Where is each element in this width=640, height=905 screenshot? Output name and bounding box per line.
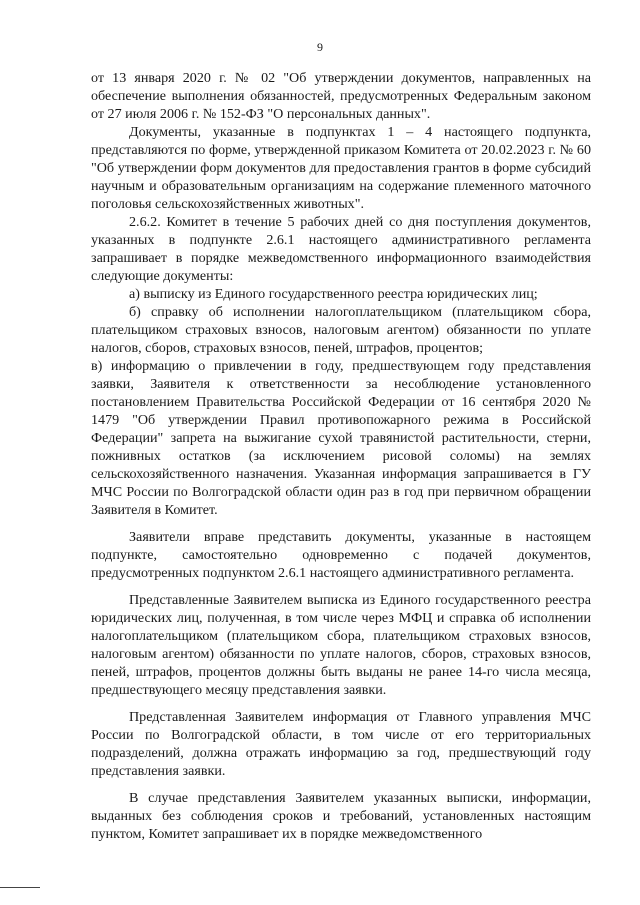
page-number: 9 <box>317 40 323 54</box>
paragraph-mchs-information: Представленная Заявителем информация от Главного управления МЧС России по Волгоградской области, в том числе от его территориальных подразделений, должна отражать информацию за год, предшествующий году представления заявки. <box>91 709 591 779</box>
document-body <box>91 69 591 843</box>
list-item-v: в) информацию о привлечении в году, предшествующем году представления заявки, Заявителя к ответственности за несоблюдение установленного постановлением Правительства Российской Федерации от 16 сентября 2020 № 1479 "Об утверждении Правил противопожарного режима в Российской Федерации" запрета на выжигание сухой травянистой растительности, стерни, пожнивных остатков (за исключением рисовой соломы) на землях сельскохозяйственного назначения. Указанная информация запрашивается в ГУ МЧС России по Волгоградской области один раз в год при первичном обращении Заявителя в Комитет. <box>91 358 591 518</box>
list-item-b: б) справку об исполнении налогоплательщиком (плательщиком сбора, плательщиком страховых взносов, налоговым агентом) обязанности по уплате налогов, сборов, страховых взносов, пеней, штрафов, процентов; <box>91 304 591 356</box>
paragraph-documents-form: Документы, указанные в подпунктах 1 – 4 настоящего подпункта, представляются по форме, утвержденной приказом Комитета от 20.02.2023 г. № 60 "Об утверждении форм документов для предоставления грантов в форме субсидий научным и образовательным организациям на содержание племенного маточного поголовья сельскохозяйственных животных". <box>91 124 591 212</box>
paragraph-noncompliance: В случае представления Заявителем указанных выписки, информации, выданных без соблюдения сроков и требований, установленных настоящим пунктом, Комитет запрашивает их в порядке межведомственного <box>91 790 591 842</box>
paragraph-continuation: от 13 января 2020 г. № 02 "Об утверждении документов, направленных на обеспечение выполнения обязанностей, предусмотренных Федеральным законом от 27 июля 2006 г. № 152-ФЗ "О персональных данных". <box>91 70 591 122</box>
paragraph-extract-validity: Представленные Заявителем выписка из Единого государственного реестра юридических лиц, полученная, в том числе через МФЦ и справка об исполнении налогоплательщиком (плательщиком сбора, плательщиком страховых взносов, налоговым агентом) обязанности по уплате налогов, сборов, страховых взносов, пеней, штрафов, процентов должны быть выданы не ранее 14-го числа месяца, предшествующего месяцу представления заявки. <box>91 592 591 698</box>
footnote-divider <box>0 887 40 888</box>
paragraph-2-6-2: 2.6.2. Комитет в течение 5 рабочих дней со дня поступления документов, указанных в подпункте 2.6.1 настоящего административного регламента запрашивает в порядке межведомственного информационного взаимодействия следующие документы: <box>91 214 591 284</box>
paragraph-applicants-right: Заявители вправе представить документы, указанные в настоящем подпункте, самостоятельно одновременно с подачей документов, предусмотренных подпунктом 2.6.1 настоящего административного регламента. <box>91 529 591 581</box>
list-item-a: а) выписку из Единого государственного реестра юридических лиц; <box>129 286 538 302</box>
